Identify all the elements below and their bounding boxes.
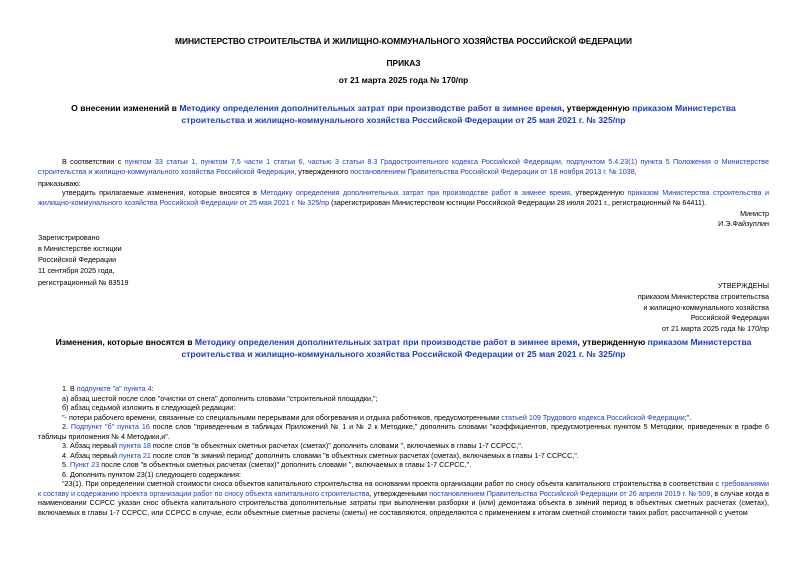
- methodology-link-2[interactable]: Методику определения дополнительных затрат при производстве работ в зимнее время: [260, 188, 570, 197]
- item-text: "- потери рабочего времени, связанные со специальными перерывами для обогревания и отдыха работников, предусмотренными: [62, 412, 502, 422]
- order-word: приказываю:: [38, 179, 81, 188]
- registration-block: [38, 232, 128, 288]
- methodology-link-3[interactable]: Методику определения дополнительных затрат при производстве работ в зимнее время: [194, 337, 578, 347]
- document-title: [60, 103, 747, 126]
- preamble-paragraph: [38, 157, 769, 176]
- signature-block: [718, 209, 769, 228]
- item-text: после слов "приведенным в таблицах Приложений № 1 и № 2 к Методике," дополнить словами "коэффициентов, предусмотренных пунктом 5 Методики, приведенных в графе 6 таблицы приложения № 4 Методики,и".: [38, 422, 769, 441]
- item-text: 5.: [62, 460, 70, 469]
- resolution-1038-link[interactable]: постановлением Правительства Российской Федерации от 18 ноября 2013 г. № 1038: [350, 166, 635, 176]
- item-text: после слов "в зимний период" дополнить словами "в объектных сметных расчетах (сметах), включаемых в главы 1-7 ССРСС,".: [150, 450, 579, 460]
- signature-name: И.Э.Файзуллин: [718, 218, 769, 228]
- list-item: [38, 460, 769, 470]
- item-text: 2.: [62, 422, 71, 431]
- list-item: а) абзац шестой после слов "очистки от снега" дополнить словами "строительной площадки,";: [62, 393, 378, 403]
- labor-code-link[interactable]: статьей 109 Трудового кодекса Российской Федерации: [501, 412, 685, 422]
- preamble-text: ,: [634, 166, 637, 176]
- changes-title: [40, 337, 767, 360]
- item-text: ;".: [684, 412, 692, 422]
- demolition-requirements-link[interactable]: требованиями к составу и содержанию проекта организации работ по сносу объекта капитального строительства: [38, 479, 769, 498]
- item-text: "23(1). При определении сметной стоимости сноса объектов капитального строительства на основании проекта организации работ по сносу объекта капитального строительства в соответствии с: [62, 479, 722, 488]
- changes-title-text: Изменения, которые вносятся в: [55, 337, 195, 347]
- item-text: 3. Абзац первый: [62, 441, 120, 450]
- subpoint-a-point-4-link[interactable]: подпункте "а" пункта 4: [76, 384, 152, 393]
- list-item: [38, 413, 769, 423]
- item-text: :: [151, 384, 154, 393]
- approval-paragraph: [38, 188, 769, 207]
- preamble-text: , утвержденного: [294, 166, 351, 176]
- list-item: 6. Дополнить пунктом 23(1) следующего содержания:: [62, 469, 241, 479]
- ministry-header: МИНИСТЕРСТВО СТРОИТЕЛЬСТВА И ЖИЛИЩНО-КОММУНАЛЬНОГО ХОЗЯЙСТВА РОССИЙСКОЙ ФЕДЕРАЦИИ: [175, 36, 632, 46]
- signature-position: Министр: [740, 209, 769, 218]
- order-325-link[interactable]: приказом Министерства строительства и жилищно-коммунального хозяйства Российской Федерации от 25 мая 2021 г. № 325/пр: [181, 103, 736, 125]
- list-item: [38, 441, 769, 451]
- item-text: после слов "в объектных сметных расчетах (сметах)" дополнить словами ", включаемых в главы 1-7 ССРСС,".: [150, 441, 523, 450]
- registration-line: 11 сентября 2025 года,: [38, 266, 115, 276]
- resolution-509-link[interactable]: постановлением Правительства Российской Федерации от 26 апреля 2019 г. № 509: [429, 488, 711, 498]
- document-type: ПРИКАЗ: [386, 58, 421, 68]
- subpoint-b-point-16-link[interactable]: Подпункт "б" пункта 16: [70, 422, 150, 431]
- approved-line: и жилищно-коммунального хозяйства: [643, 302, 769, 312]
- approval-text: утвердить прилагаемые изменения, которые вносятся в: [62, 188, 261, 197]
- registration-line: Зарегистрировано: [38, 233, 100, 242]
- order-325-link-3[interactable]: приказом Министерства строительства и жилищно-коммунального хозяйства Российской Федерации от 25 мая 2021 г. № 325/пр: [181, 337, 752, 359]
- order-325-link-2[interactable]: приказом Министерства строительства и жилищно-коммунального хозяйства Российской Федерации от 25 мая 2021 г. № 325/пр: [38, 188, 769, 207]
- changes-title-text: , утвержденную: [577, 337, 648, 347]
- approved-line: от 21 марта 2025 года № 170/пр: [661, 324, 769, 334]
- methodology-link[interactable]: Методику определения дополнительных затрат при производстве работ в зимнее время: [179, 103, 562, 113]
- item-text: 1. В: [62, 384, 77, 393]
- item-text: , утвержденными: [369, 488, 430, 498]
- list-item: [38, 451, 769, 461]
- list-item: [38, 384, 769, 394]
- approval-text: (зарегистрирован Министерством юстиции Российской Федерации 28 июля 2021 г., регистрационный № 64411).: [329, 197, 707, 207]
- registration-line: в Министерстве юстиции: [38, 244, 122, 254]
- preamble-text: В соответствии с: [62, 157, 125, 166]
- approved-line: УТВЕРЖДЕНЫ: [717, 281, 769, 290]
- changes-list: [38, 384, 769, 517]
- item-text: после слов "в объектных сметных расчетах (сметах)" дополнить словами ", включаемых в главы 1-7 ССРСС,".: [99, 460, 472, 469]
- list-item: б) абзац седьмой изложить в следующей редакции:: [62, 403, 236, 412]
- approved-line: Российской Федерации: [690, 313, 769, 323]
- point-23-link[interactable]: Пункт 23: [70, 460, 100, 469]
- registration-line: регистрационный № 83519: [38, 277, 129, 287]
- registration-line: Российской Федерации: [38, 255, 117, 265]
- approval-text: , утвержденную: [570, 188, 628, 197]
- approved-line: приказом Министерства строительства: [637, 291, 769, 301]
- title-pre: О внесении изменений в: [71, 103, 180, 113]
- list-item: [38, 422, 769, 441]
- grad-code-link[interactable]: пунктом 33 статьи 1, пунктом 7.5 части 1 статьи 6, частью 3 статьи 8.3 Градостроительного кодекса Российской Федерации, подпунктом 5.4.23(1) пункта 5 Положения о Министерстве строительства и жилищно-коммунального хозяйства Российской Федерации: [38, 157, 769, 176]
- list-item: [38, 479, 769, 517]
- approved-block: [638, 281, 769, 335]
- document-date-number: от 21 марта 2025 года № 170/пр: [338, 75, 469, 85]
- point-21-link[interactable]: пункта 21: [119, 450, 151, 460]
- item-text: 4. Абзац первый: [62, 450, 120, 460]
- title-mid: , утвержденную: [561, 103, 633, 113]
- point-18-link[interactable]: пункта 18: [119, 441, 151, 450]
- item-text: , в случае когда в наименовании ССРСС указан снос объекта капитального строительства дополнительные затраты при выполнении разборки и (или) демонтажа объекта в зимний период в объектных сметных расчетах (сметах), включаемых в главы 1-7 ССРСС, или ССРСС в случае, если объектные сметные расчеты (сметы) не составляются, определяются с применением к итогам сметной стоимости таких работ, рассчитанной с учетом: [38, 488, 769, 517]
